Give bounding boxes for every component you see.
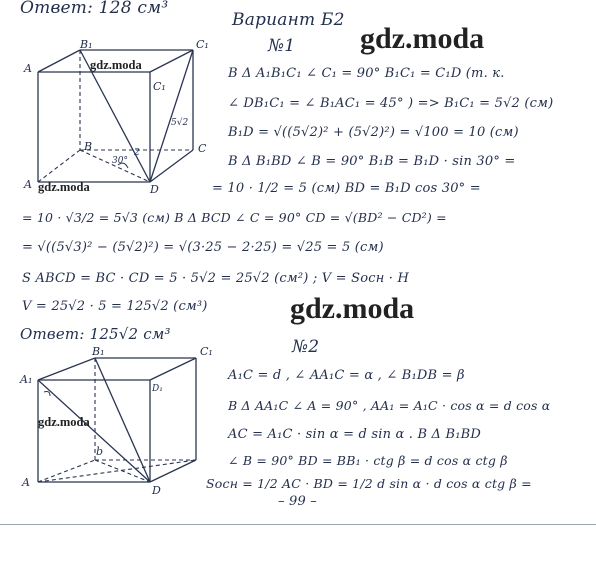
solution-1-line-7: = √((5√3)² − (5√2)²) = √(3·25 − 2·25) = √25 = 5 (см) <box>22 240 384 255</box>
fig1-label-2: 2 <box>134 148 140 158</box>
fig1-label-a: A <box>24 62 32 75</box>
fig2-label-d1: D₁ <box>152 384 163 394</box>
watermark-small-2: gdz.moda <box>38 180 90 194</box>
solution-1-line-9: V = 25√2 · 5 = 125√2 (см³) <box>22 299 208 314</box>
problem-1-number: №1 <box>268 36 296 56</box>
fig2-label-d: D <box>152 484 161 497</box>
variant-title: Вариант Б2 <box>232 10 345 30</box>
fig2-label-a: A <box>22 476 30 489</box>
problem-2-number: №2 <box>292 337 320 357</box>
watermark-small-3: gdz.moda <box>38 415 90 429</box>
watermark-middle: gdz.moda <box>290 292 415 325</box>
watermark-top: gdz.moda <box>360 22 485 55</box>
solution-1-line-4: B Δ B₁BD ∠ B = 90° B₁B = B₁D · sin 30° = <box>228 154 516 169</box>
solution-2-line-4: ∠ B = 90° BD = BB₁ · ctg β = d cos α ctg β <box>228 453 508 468</box>
fig2-label-b1: B₁ <box>92 345 105 358</box>
solution-1-line-8: S ABCD = BC · CD = 5 · 5√2 = 25√2 (см²) ; V = Sосн · H <box>22 271 410 286</box>
fig1-label-a-bottom: A <box>24 178 32 191</box>
fig1-label-b: B <box>84 140 93 153</box>
fig1-label-c1: C₁ <box>196 38 209 51</box>
page-number: – 99 – <box>278 494 318 509</box>
fig1-label-c: C <box>198 142 207 155</box>
solution-1-line-6: = 10 · √3/2 = 5√3 (см) B Δ BCD ∠ C = 90° CD = √(BD² − CD²) = <box>22 210 447 225</box>
solution-1-line-5: = 10 · 1/2 = 5 (см) BD = B₁D cos 30° = <box>212 181 481 196</box>
solution-2-line-2: B Δ AA₁C ∠ A = 90° , AA₁ = A₁C · cos α = d cos α <box>228 398 551 413</box>
solution-2-line-1: A₁C = d , ∠ AA₁C = α , ∠ B₁DB = β <box>228 368 465 383</box>
fig1-label-d: D <box>150 183 159 196</box>
fig1-label-c1-inner: C₁ <box>153 80 166 93</box>
solution-2-line-5: Sосн = 1/2 AC · BD = 1/2 d sin α · d cos α ctg β = <box>206 476 532 491</box>
solution-2-line-3: AC = A₁C · sin α = d sin α . B Δ B₁BD <box>228 427 482 442</box>
fig1-label-5root2: 5√2 <box>171 118 189 128</box>
solution-1-line-3: B₁D = √((5√2)² + (5√2)²) = √100 = 10 (см) <box>228 125 519 140</box>
previous-answer: Ответ: 128 см³ <box>20 0 169 18</box>
watermark-small-1: gdz.moda <box>90 58 142 72</box>
scan-edge-line <box>0 524 596 525</box>
answer-1: Ответ: 125√2 см³ <box>20 325 171 343</box>
solution-1-line-2: ∠ DB₁C₁ = ∠ B₁AC₁ = 45° ) => B₁C₁ = 5√2 (см) <box>228 96 554 111</box>
fig2-label-b: b <box>96 445 104 458</box>
solution-1-line-1: B Δ A₁B₁C₁ ∠ C₁ = 90° B₁C₁ = C₁D (т. к. <box>228 66 505 81</box>
fig2-label-a1: A₁ <box>20 373 33 386</box>
fig1-label-b1: B₁ <box>80 38 93 51</box>
fig1-angle-30: 30° <box>112 156 128 166</box>
fig2-label-c1: C₁ <box>200 345 213 358</box>
